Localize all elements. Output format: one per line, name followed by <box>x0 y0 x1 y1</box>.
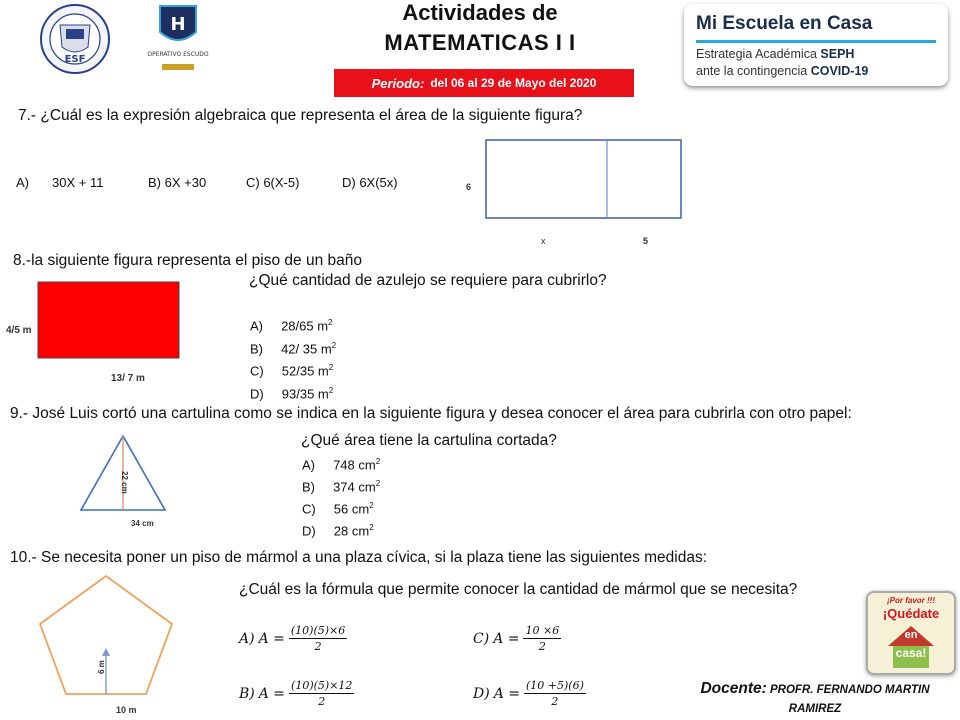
brand-line1 <box>696 47 854 61</box>
q8-subquestion: ¿Qué cantidad de azulejo se requiere para cubrirlo? <box>249 272 607 289</box>
q10-formula-b-num: (10)(5)×12 <box>291 679 353 692</box>
teacher-line1 <box>672 679 958 700</box>
q10-formula-a[interactable] <box>239 624 347 653</box>
period-banner <box>334 69 634 97</box>
q9-option-b-exp: 2 <box>375 479 381 488</box>
q7-option-c[interactable]: C) 6(X-5) <box>246 175 300 190</box>
q7-option-a-value[interactable]: 30X + 11 <box>52 175 104 190</box>
q10-formula-c-fraction <box>523 624 561 653</box>
q9-option-d-exp: 2 <box>369 523 374 532</box>
quedate-en-casa-badge <box>866 591 956 675</box>
q8-option-c-value: 52/35 m <box>281 363 329 379</box>
school-seal <box>38 3 112 75</box>
q10-formula-c[interactable] <box>473 624 561 653</box>
q10-formula-a-num: (10)(5)×6 <box>290 624 346 637</box>
q7-rectangle-figure <box>485 139 682 219</box>
period-text: del 06 al 29 de Mayo del 2020 <box>430 76 597 90</box>
brand-line2-bold: COVID-19 <box>810 64 869 78</box>
q8-option-d[interactable] <box>250 386 333 401</box>
q8-option-c-exp: 2 <box>328 363 334 372</box>
q9-fig-base: 34 cm <box>131 519 154 528</box>
q8-option-a-exp: 2 <box>328 318 333 327</box>
q9-option-d-value: 28 cm <box>333 523 370 539</box>
q8-red-rectangle <box>37 281 180 359</box>
q8-option-a-value: 28/65 m <box>281 318 329 334</box>
q10-formula-c-num: 10 ×6 <box>525 624 560 637</box>
svg-text:H: H <box>170 14 186 35</box>
q8-option-b-letter: B) <box>250 341 263 357</box>
q7-option-b[interactable]: B) 6X +30 <box>148 175 207 190</box>
q10-formula-d-label: D) <box>473 685 490 702</box>
stay-line1: ¡Por favor !!! <box>887 596 935 605</box>
q10-formula-d-den: 2 <box>551 695 559 708</box>
q9-option-a-value: 748 cm <box>333 457 376 473</box>
q9-option-c[interactable] <box>302 501 374 516</box>
q8-option-c[interactable] <box>250 363 333 378</box>
q10-formula-d-lhs: A = <box>493 685 520 702</box>
q8-option-d-exp: 2 <box>328 386 334 395</box>
stay-line2: ¡Quédate <box>882 606 940 621</box>
brand-line1-prefix: Estrategia Académica <box>696 47 817 61</box>
mi-escuela-en-casa-logo <box>684 4 948 86</box>
q10-fig-side: 10 m <box>116 705 137 715</box>
q9-option-a[interactable] <box>302 457 380 472</box>
q7-option-a-letter[interactable]: A) <box>16 175 29 190</box>
q8-option-d-value: 93/35 m <box>281 386 329 402</box>
seal-text: ESF <box>64 54 86 65</box>
q10-formula-b-label: B) <box>239 685 255 702</box>
q9-option-c-value: 56 cm <box>333 501 370 517</box>
teacher-label: Docente: <box>700 680 767 697</box>
q9-option-c-exp: 2 <box>369 501 374 510</box>
brand-line2 <box>696 64 868 78</box>
q9-option-c-letter: C) <box>302 501 316 517</box>
q10-formula-a-den: 2 <box>314 640 322 653</box>
q9-option-a-exp: 2 <box>375 457 381 466</box>
q10-fig-apothem: 6 m <box>97 660 106 674</box>
q8-question: 8.-la siguiente figura representa el piso de un baño <box>13 252 362 269</box>
q7-fig-bottom-a: x <box>541 236 546 246</box>
q10-question: 10.- Se necesita poner un piso de mármol a una plaza cívica, si la plaza tiene las siguientes medidas: <box>10 549 708 566</box>
q10-pentagon-figure <box>38 574 174 696</box>
q7-fig-bottom-b: 5 <box>643 236 649 246</box>
brand-line2-prefix: ante la contingencia <box>696 64 808 78</box>
operativo-text: OPERATIVO ESCUDO <box>147 51 209 58</box>
stay-line4: casa! <box>895 646 927 660</box>
q8-option-a[interactable] <box>250 318 333 333</box>
q10-formula-d-fraction <box>524 679 586 708</box>
q9-option-a-letter: A) <box>302 457 315 473</box>
q8-fig-bottom: 13/ 7 m <box>111 373 145 384</box>
stay-line3: en <box>904 629 918 641</box>
q9-option-b-letter: B) <box>302 479 315 495</box>
brand-title: Mi Escuela en Casa <box>696 13 873 34</box>
q10-formula-b-den: 2 <box>318 695 326 708</box>
q10-formula-a-label: A) <box>239 630 255 647</box>
q8-fig-side: 4/5 m <box>6 325 32 336</box>
q9-option-d-letter: D) <box>302 523 316 539</box>
q9-option-b[interactable] <box>302 479 380 494</box>
q10-formula-a-lhs: A = <box>258 630 285 647</box>
q9-option-b-value: 374 cm <box>333 479 376 495</box>
q10-subquestion: ¿Cuál es la fórmula que permite conocer la cantidad de mármol que se necesita? <box>239 581 798 598</box>
q8-option-b[interactable] <box>250 341 336 356</box>
q9-subquestion: ¿Qué área tiene la cartulina cortada? <box>301 432 557 449</box>
q8-option-c-letter: C) <box>250 363 264 379</box>
teacher-name-line2: RAMIREZ <box>788 703 842 715</box>
q10-formula-d[interactable] <box>473 679 586 708</box>
q7-option-d[interactable]: D) 6X(5x) <box>342 175 398 190</box>
brand-divider <box>696 40 936 43</box>
operativo-escudo-logo <box>147 2 209 78</box>
q10-formula-b-fraction <box>289 679 354 708</box>
q10-formula-c-lhs: A = <box>493 630 520 647</box>
q7-question: 7.- ¿Cuál es la expresión algebraica que representa el área de la siguiente figura? <box>18 107 583 124</box>
q8-option-d-letter: D) <box>250 386 264 402</box>
q8-option-b-exp: 2 <box>331 341 337 350</box>
q10-formula-a-fraction <box>289 624 347 653</box>
title-line2: MATEMATICAS I I <box>384 30 576 55</box>
q10-formula-b[interactable] <box>239 679 354 708</box>
title-line1: Actividades de <box>402 0 558 25</box>
teacher-credit <box>672 679 958 719</box>
teacher-name-line1: PROFR. FERNANDO MARTIN <box>770 684 930 696</box>
q10-formula-d-num: (10 +5)(6) <box>525 679 584 692</box>
q10-formula-c-den: 2 <box>538 640 546 653</box>
q10-formula-b-lhs: A = <box>258 685 286 702</box>
q9-option-d[interactable] <box>302 523 374 538</box>
q9-question: 9.- José Luis cortó una cartulina como se indica en la siguiente figura y desea conocer el área para cubrirla con otro papel: <box>10 405 852 422</box>
period-label: Periodo: <box>371 75 425 91</box>
q10-formula-c-label: C) <box>473 630 490 647</box>
brand-line1-bold: SEPH <box>820 47 855 61</box>
q9-fig-height: 22 cm <box>120 471 129 494</box>
q8-option-b-value: 42/ 35 m <box>281 341 332 357</box>
q7-fig-side: 6 <box>466 182 472 192</box>
q8-option-a-letter: A) <box>250 318 263 334</box>
